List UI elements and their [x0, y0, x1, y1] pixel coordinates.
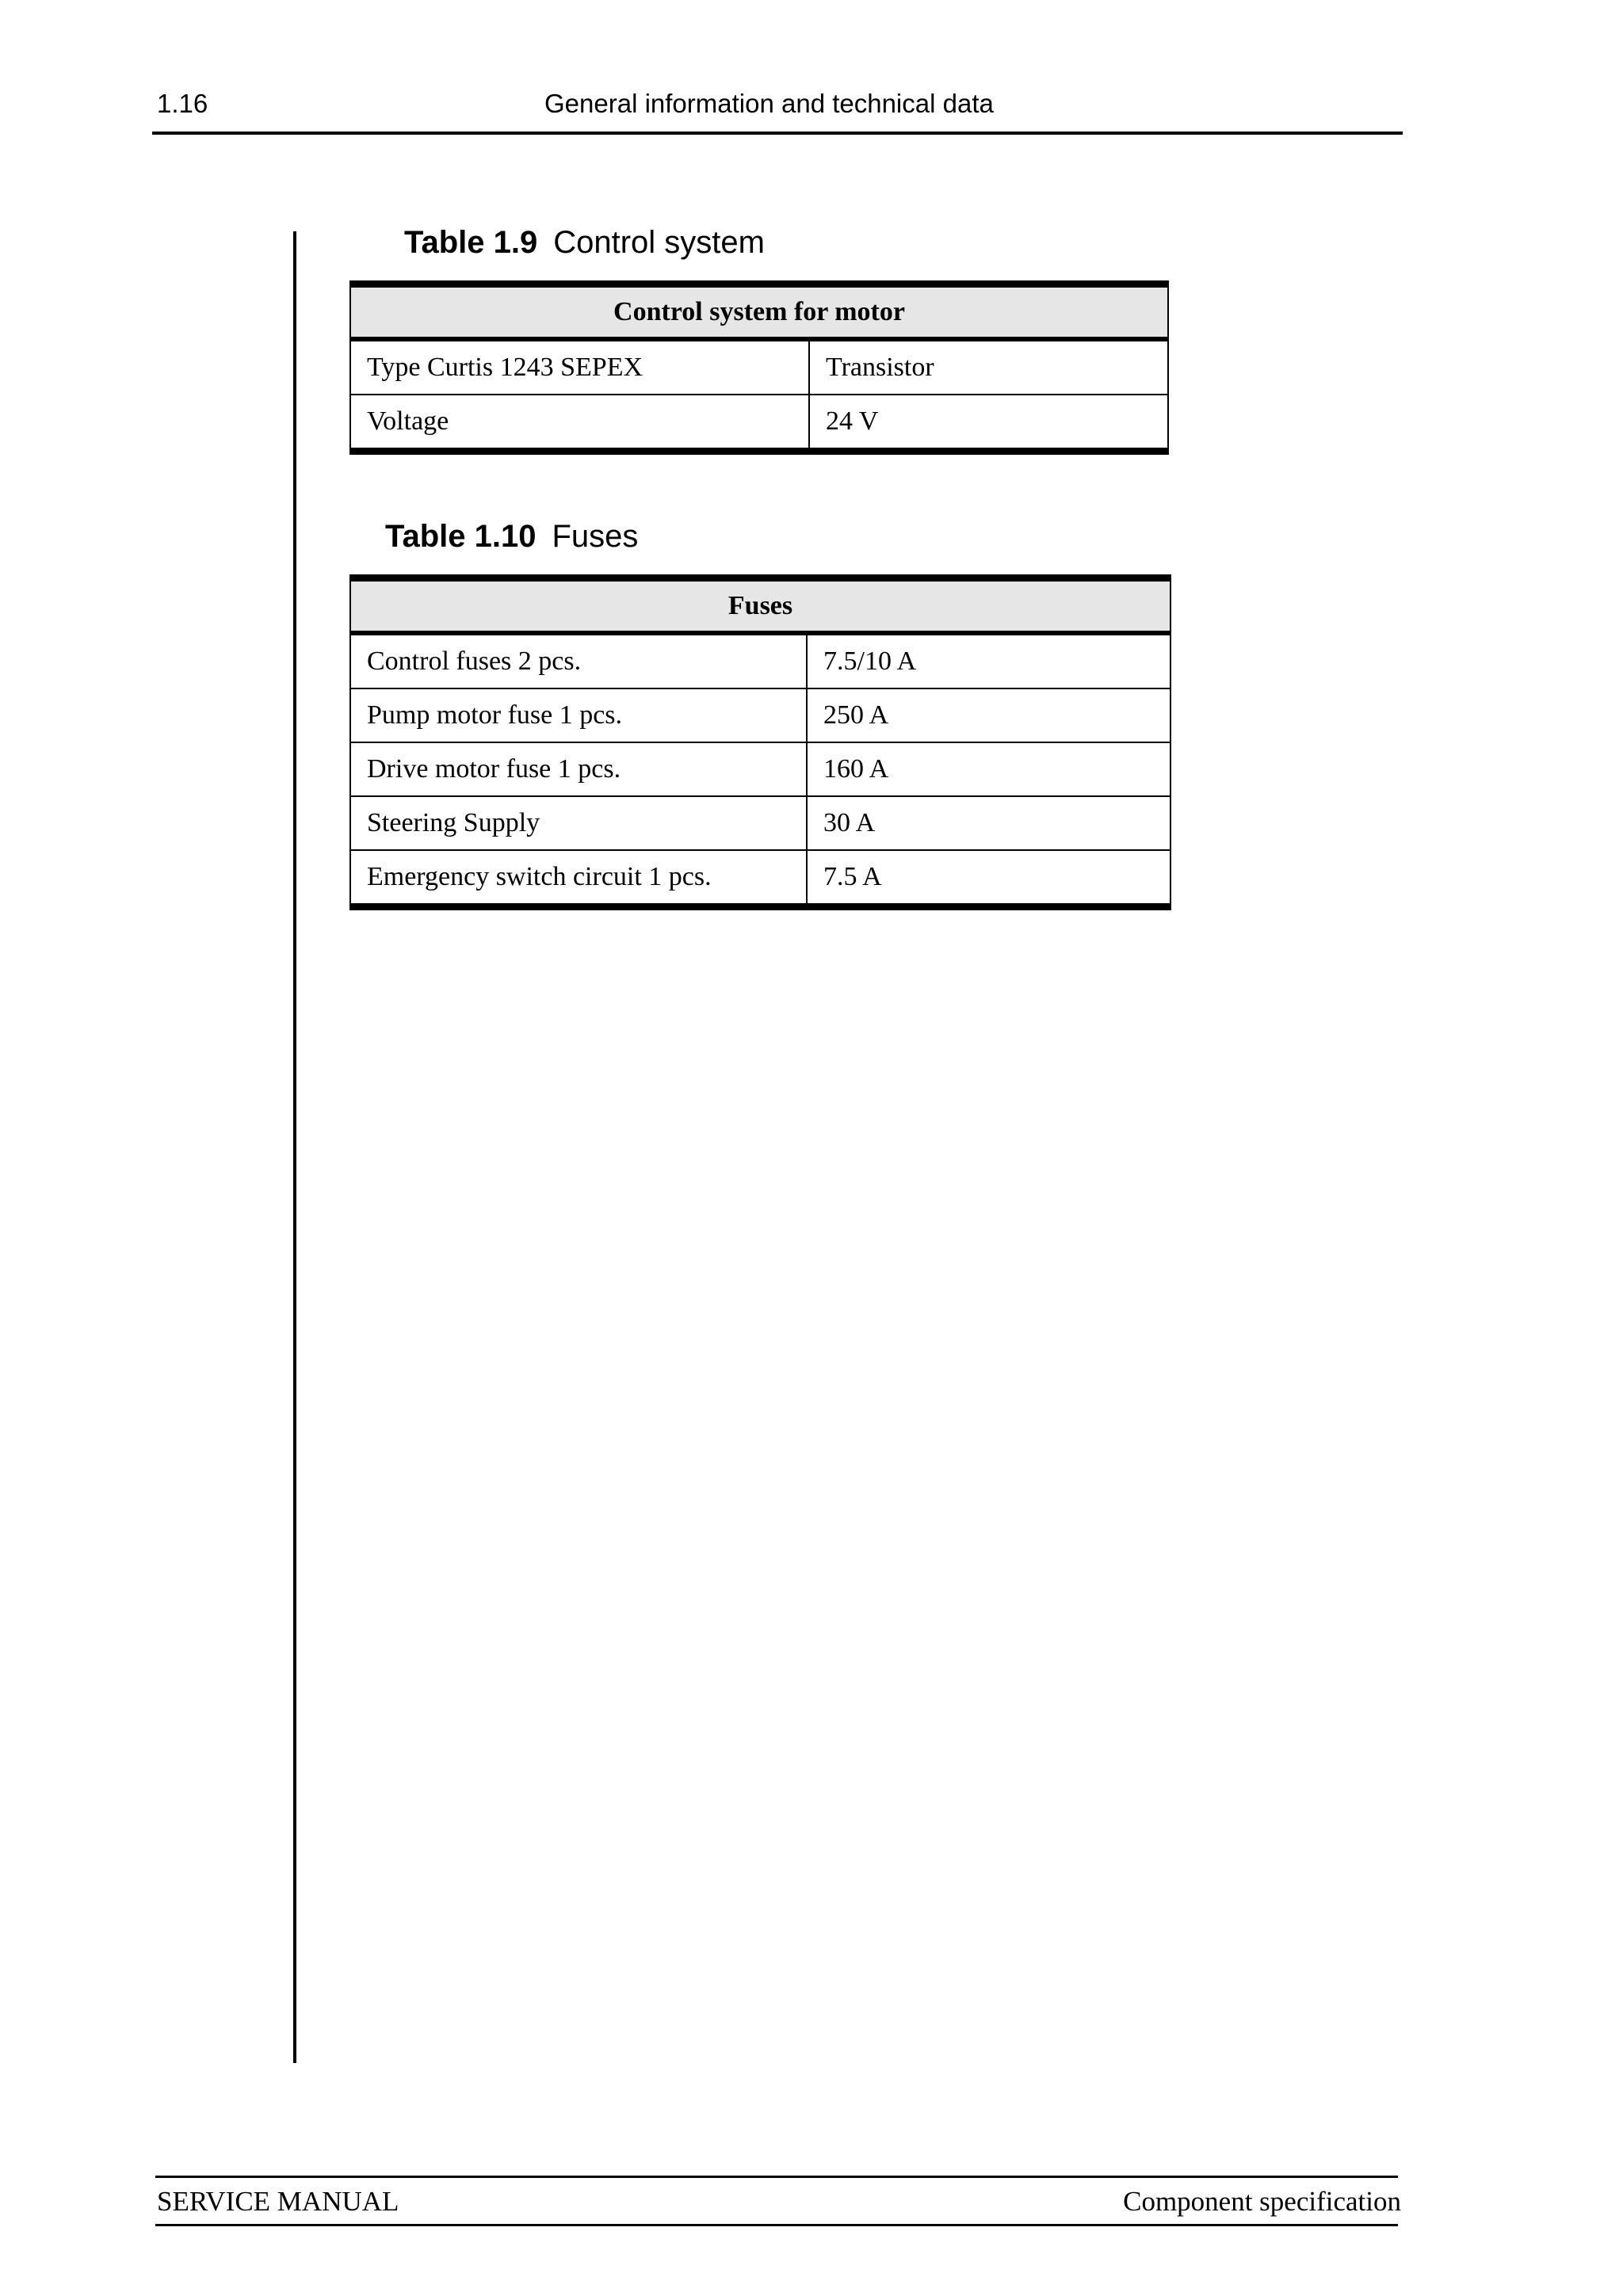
row-value: 7.5/10 A — [807, 633, 1170, 688]
footer-manual-title: SERVICE MANUAL — [157, 2186, 399, 2217]
page-header — [152, 86, 1403, 135]
control-system-table — [349, 280, 1169, 455]
row-value: 30 A — [807, 796, 1170, 850]
page-number: 1.16 — [157, 89, 208, 118]
table-heading: Fuses — [350, 578, 1170, 634]
fuses-table — [349, 574, 1171, 910]
row-value: 250 A — [807, 688, 1170, 742]
table-caption-control-system — [404, 225, 765, 261]
row-value: 24 V — [809, 395, 1168, 452]
page-footer — [155, 2176, 1401, 2226]
row-label: Pump motor fuse 1 pcs. — [350, 688, 807, 742]
table-row — [350, 688, 1170, 742]
change-bar — [293, 231, 296, 2063]
table-row — [350, 742, 1170, 796]
footer-section-title: Component specification — [1123, 2186, 1401, 2217]
row-label: Control fuses 2 pcs. — [350, 633, 807, 688]
table-header-row — [350, 578, 1170, 634]
row-value: Transistor — [809, 339, 1168, 395]
row-label: Drive motor fuse 1 pcs. — [350, 742, 807, 796]
table-heading: Control system for motor — [350, 284, 1168, 340]
row-label: Type Curtis 1243 SEPEX — [350, 339, 809, 395]
row-value: 7.5 A — [807, 850, 1170, 907]
table-row — [350, 796, 1170, 850]
table-caption-title: Fuses — [552, 519, 639, 554]
table-row — [350, 850, 1170, 907]
row-label: Steering Supply — [350, 796, 807, 850]
table-caption-title: Control system — [553, 225, 765, 260]
row-label: Emergency switch circuit 1 pcs. — [350, 850, 807, 907]
table-caption-number: Table 1.10 — [385, 519, 537, 554]
table-header-row — [350, 284, 1168, 340]
running-title: General information and technical data — [544, 89, 994, 118]
table-row — [350, 395, 1168, 452]
table-row — [350, 339, 1168, 395]
row-value: 160 A — [807, 742, 1170, 796]
row-label: Voltage — [350, 395, 809, 452]
table-caption-fuses — [385, 519, 638, 555]
table-caption-number: Table 1.9 — [404, 225, 538, 260]
table-row — [350, 633, 1170, 688]
